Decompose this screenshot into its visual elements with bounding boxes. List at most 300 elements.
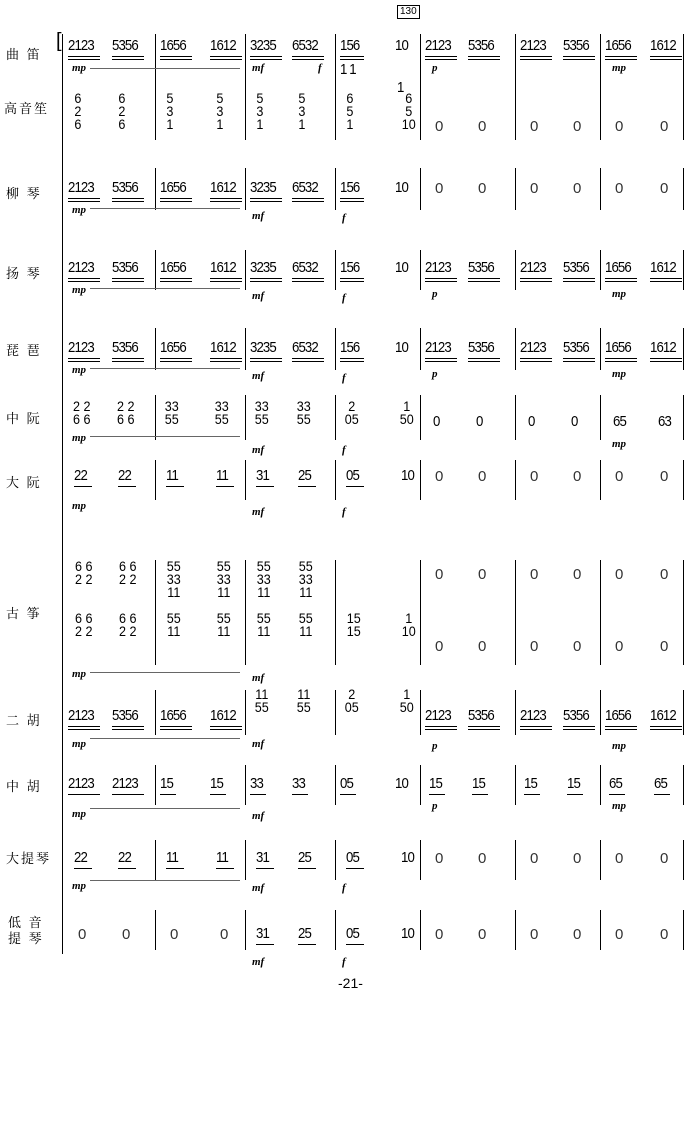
beam-line [160, 198, 192, 199]
beam-line [68, 59, 100, 60]
barline [515, 765, 516, 805]
beam-line [605, 726, 637, 727]
yangqin-a-note: 10 [395, 259, 408, 276]
dynamic-mf: mf [252, 882, 265, 894]
beam-line [650, 358, 682, 359]
liuqin-rest: 0 [478, 180, 487, 197]
pipa-b-note: 5356 [563, 339, 589, 356]
qudi-a-note: 1612 [210, 37, 236, 54]
qudi-b-note: 5356 [468, 37, 494, 54]
beam-line [210, 729, 242, 730]
hairpin [90, 208, 240, 209]
zheng-lower: 55 11 [298, 610, 313, 639]
liuqin-rest: 0 [530, 180, 539, 197]
barline [420, 168, 421, 210]
daruan-rest: 0 [435, 468, 444, 485]
beam-line [468, 729, 500, 730]
zheng-lower: 55 11 [166, 610, 181, 639]
datiqin-rest: 0 [660, 850, 669, 867]
dynamic-f: f [342, 292, 346, 304]
qudi-b-note: 5356 [563, 37, 589, 54]
beam-line [292, 794, 308, 795]
zhongruan-chord: 33 55 [254, 398, 269, 427]
zhongruan-chord: 33 55 [296, 398, 311, 427]
beam-line [520, 56, 552, 57]
beam-line [216, 868, 234, 869]
instrument-label-pipa: 琵 琶 [6, 343, 42, 358]
zheng-rest: 0 [435, 566, 444, 583]
erhu-note: 5356 [112, 707, 138, 724]
diyin-note: 31 [256, 925, 269, 942]
zhonghu-note: 33 [250, 775, 263, 792]
barline [245, 250, 246, 290]
zhongruan-note: 0 [528, 413, 535, 430]
beam-line [340, 56, 364, 57]
daruan-note: 11 [166, 467, 178, 484]
beam-line [210, 59, 242, 60]
qudi-a-note: 10 [395, 37, 408, 54]
beam-line [340, 794, 356, 795]
beam-line [250, 794, 266, 795]
beam-line [298, 486, 316, 487]
diyin-rest: 0 [220, 926, 229, 943]
barline [245, 328, 246, 370]
pipa-a-note: 2123 [68, 339, 94, 356]
barline [683, 250, 684, 290]
barline [155, 34, 156, 140]
barline [155, 395, 156, 440]
datiqin-note: 11 [216, 849, 228, 866]
beam-line [112, 198, 144, 199]
dynamic-f: f [342, 444, 346, 456]
dynamic-mf: mf [252, 62, 265, 74]
barline [515, 250, 516, 290]
beam-line [160, 726, 192, 727]
beam-line [118, 486, 136, 487]
yangqin-b-note: 2123 [425, 259, 451, 276]
barline [420, 560, 421, 665]
erhu-chord: 11 55 [296, 686, 311, 715]
yangqin-a-note: 1612 [210, 259, 236, 276]
beam-line [563, 278, 595, 279]
bracket: [ [56, 30, 62, 52]
beam-line [650, 361, 682, 362]
barline [683, 328, 684, 370]
dynamic-mp: mp [612, 62, 627, 74]
beam-line [425, 729, 457, 730]
daruan-note: 22 [118, 467, 131, 484]
beam-line [250, 56, 282, 57]
daruan-rest: 0 [615, 468, 624, 485]
beam-line [160, 278, 192, 279]
barline [155, 690, 156, 735]
erhu-note: 1656 [160, 707, 186, 724]
daruan-rest: 0 [573, 468, 582, 485]
erhu-b-note: 1656 [605, 707, 631, 724]
barline [335, 560, 336, 665]
barline [683, 840, 684, 880]
dynamic-f: f [318, 62, 322, 74]
sheng-rest: 0 [573, 118, 582, 135]
zhongruan-note: 0 [476, 413, 483, 430]
erhu-chord: 2 05 [344, 686, 359, 715]
dynamic-f: f [342, 506, 346, 518]
dynamic-mp: mp [72, 62, 87, 74]
pipa-b-note: 2123 [520, 339, 546, 356]
dynamic-mf: mf [252, 738, 265, 750]
instrument-label-diyin_1: 低 音 [8, 915, 44, 930]
beam-line [68, 56, 100, 57]
barline [515, 395, 516, 440]
beam-line [340, 201, 364, 202]
instrument-label-datiqin: 大提琴 [6, 851, 52, 866]
pipa-a-note: 3235 [250, 339, 276, 356]
beam-line [520, 361, 552, 362]
beam-line [563, 729, 595, 730]
daruan-note: 22 [74, 467, 87, 484]
barline [335, 840, 336, 880]
barline [683, 910, 684, 950]
beam-line [605, 358, 637, 359]
barline [600, 168, 601, 210]
dynamic-mp: mp [72, 880, 87, 892]
beam-line [654, 794, 670, 795]
beam-line [112, 201, 144, 202]
beam-line [160, 358, 192, 359]
qudi-a-note: 5356 [112, 37, 138, 54]
daruan-note: 10 [401, 467, 414, 484]
beam-line [468, 726, 500, 727]
instrument-label-gaoyinsheng: 高音笙 [4, 101, 50, 116]
barline [155, 765, 156, 805]
barline [515, 560, 516, 665]
beam-line [472, 794, 488, 795]
beam-line [520, 281, 552, 282]
beam-line [563, 56, 595, 57]
zhonghu-note: 2123 [112, 775, 138, 792]
barline [245, 910, 246, 950]
beam-line [524, 794, 540, 795]
diyin-rest: 0 [78, 926, 87, 943]
beam-line [112, 729, 144, 730]
barline [155, 250, 156, 290]
hairpin [90, 368, 240, 369]
barline [600, 840, 601, 880]
sheng-rest: 0 [530, 118, 539, 135]
barline [515, 168, 516, 210]
beam-line [425, 59, 457, 60]
qudi-note: 1 1 [340, 61, 356, 78]
qudi-a-note: 3235 [250, 37, 276, 54]
diyin-rest: 0 [660, 926, 669, 943]
dynamic-mp: mp [612, 438, 627, 450]
beam-line [567, 794, 583, 795]
yangqin-a-note: 5356 [112, 259, 138, 276]
dynamic-f: f [342, 956, 346, 968]
sheng-chord: 5 3 1 [298, 90, 306, 132]
daruan-rest: 0 [660, 468, 669, 485]
barline [420, 690, 421, 735]
zheng-rest: 0 [530, 638, 539, 655]
barline [515, 34, 516, 140]
barline [683, 395, 684, 440]
barline [245, 690, 246, 735]
page-number: -21- [338, 975, 363, 991]
dynamic-mp: mp [72, 668, 87, 680]
diyin-rest: 0 [435, 926, 444, 943]
beam-line [292, 281, 324, 282]
beam-line [650, 59, 682, 60]
pipa-a-note: 10 [395, 339, 408, 356]
zhongruan-chord: 2 2 6 6 [72, 398, 91, 427]
beam-line [429, 794, 445, 795]
beam-line [346, 868, 364, 869]
beam-line [605, 361, 637, 362]
daruan-note: 25 [298, 467, 311, 484]
barline [420, 328, 421, 370]
beam-line [250, 198, 282, 199]
hairpin [90, 672, 240, 673]
dynamic-mf: mf [252, 672, 265, 684]
beam-line [74, 486, 92, 487]
beam-line [468, 278, 500, 279]
zheng-rest: 0 [435, 638, 444, 655]
barline [600, 328, 601, 370]
beam-line [166, 486, 184, 487]
beam-line [250, 201, 282, 202]
zhongruan-chord: 2 2 6 6 [116, 398, 135, 427]
beam-line [292, 278, 324, 279]
qudi-b-note: 2123 [425, 37, 451, 54]
daruan-note: 31 [256, 467, 269, 484]
yangqin-a-note: 6532 [292, 259, 318, 276]
beam-line [250, 361, 282, 362]
beam-line [160, 201, 192, 202]
hairpin [90, 436, 240, 437]
sheng-chord: 6 2 6 [74, 90, 82, 132]
barline [515, 840, 516, 880]
qudi-b-note: 2123 [520, 37, 546, 54]
barline [245, 765, 246, 805]
hairpin [90, 808, 240, 809]
zheng-upper: 6 6 2 2 [118, 558, 137, 587]
dynamic-p: p [432, 288, 438, 300]
zhonghu-note: 15 [524, 775, 537, 792]
dynamic-mf: mf [252, 290, 265, 302]
system-line [62, 34, 63, 954]
liuqin-rest: 0 [573, 180, 582, 197]
diyin-rest: 0 [478, 926, 487, 943]
zhongruan-note: 63 [658, 413, 671, 430]
barline [155, 910, 156, 950]
barline [155, 328, 156, 370]
liuqin-rest: 0 [660, 180, 669, 197]
zheng-rest: 0 [660, 638, 669, 655]
dynamic-mf: mf [252, 444, 265, 456]
beam-line [340, 358, 364, 359]
zheng-upper: 6 6 2 2 [74, 558, 93, 587]
beam-line [112, 726, 144, 727]
beam-line [340, 198, 364, 199]
beam-line [210, 278, 242, 279]
barline [420, 460, 421, 500]
beam-line [292, 358, 324, 359]
zheng-lower: 15 15 [346, 610, 361, 639]
datiqin-rest: 0 [435, 850, 444, 867]
barline [155, 840, 156, 880]
beam-line [160, 729, 192, 730]
dynamic-mp: mp [72, 432, 87, 444]
zheng-upper: 55 33 11 [216, 558, 231, 600]
barline [600, 910, 601, 950]
beam-line [160, 56, 192, 57]
zhongruan-note: 65 [613, 413, 626, 430]
beam-line [210, 56, 242, 57]
erhu-chord: 1 50 [399, 686, 414, 715]
barline [335, 690, 336, 735]
beam-line [216, 486, 234, 487]
liuqin-note: 156 [340, 179, 360, 196]
barline [420, 250, 421, 290]
beam-line [292, 201, 324, 202]
pipa-b-note: 1656 [605, 339, 631, 356]
liuqin-rest: 0 [435, 180, 444, 197]
liuqin-note: 1612 [210, 179, 236, 196]
beam-line [210, 361, 242, 362]
pipa-b-note: 2123 [425, 339, 451, 356]
zhonghu-note: 2123 [68, 775, 94, 792]
beam-line [605, 729, 637, 730]
barline [245, 34, 246, 140]
beam-line [250, 358, 282, 359]
datiqin-rest: 0 [478, 850, 487, 867]
beam-line [112, 794, 144, 795]
barline [683, 690, 684, 735]
barline [335, 34, 336, 140]
qudi-a-note: 2123 [68, 37, 94, 54]
beam-line [256, 868, 274, 869]
diyin-rest: 0 [573, 926, 582, 943]
zhonghu-note: 15 [210, 775, 223, 792]
yangqin-b-note: 1612 [650, 259, 676, 276]
zheng-rest: 0 [573, 566, 582, 583]
datiqin-note: 11 [166, 849, 178, 866]
datiqin-note: 10 [401, 849, 414, 866]
instrument-label-zhongruan: 中 阮 [6, 411, 42, 426]
beam-line [160, 361, 192, 362]
beam-line [298, 868, 316, 869]
beam-line [68, 278, 100, 279]
zhongruan-chord: 33 55 [164, 398, 179, 427]
dynamic-mp: mp [612, 288, 627, 300]
barline [600, 395, 601, 440]
beam-line [210, 726, 242, 727]
beam-line [68, 729, 100, 730]
pipa-a-note: 1656 [160, 339, 186, 356]
instrument-label-qudi: 曲 笛 [6, 47, 42, 62]
beam-line [340, 281, 364, 282]
hairpin [90, 288, 240, 289]
beam-line [292, 56, 324, 57]
barline [245, 840, 246, 880]
erhu-b-note: 2123 [520, 707, 546, 724]
barline [245, 560, 246, 665]
dynamic-mp: mp [612, 800, 627, 812]
beam-line [68, 198, 100, 199]
yangqin-b-note: 5356 [468, 259, 494, 276]
barline [335, 765, 336, 805]
beam-line [298, 944, 316, 945]
beam-line [605, 278, 637, 279]
zhongruan-chord: 33 55 [214, 398, 229, 427]
barline [335, 250, 336, 290]
barline [515, 910, 516, 950]
datiqin-note: 22 [118, 849, 131, 866]
datiqin-note: 05 [346, 849, 359, 866]
beam-line [74, 868, 92, 869]
beam-line [425, 281, 457, 282]
zheng-rest: 0 [615, 566, 624, 583]
beam-line [425, 361, 457, 362]
dynamic-mf: mf [252, 810, 265, 822]
dynamic-mp: mp [72, 738, 87, 750]
pipa-b-note: 1612 [650, 339, 676, 356]
beam-line [605, 59, 637, 60]
dynamic-f: f [342, 882, 346, 894]
beam-line [563, 358, 595, 359]
qudi-b-note: 1612 [650, 37, 676, 54]
sheng-rest: 0 [615, 118, 624, 135]
beam-line [68, 361, 100, 362]
yangqin-a-note: 2123 [68, 259, 94, 276]
erhu-b-note: 5356 [563, 707, 589, 724]
barline [420, 765, 421, 805]
yangqin-a-note: 1656 [160, 259, 186, 276]
dynamic-mp: mp [72, 204, 87, 216]
beam-line [605, 281, 637, 282]
barline [683, 460, 684, 500]
datiqin-rest: 0 [530, 850, 539, 867]
beam-line [210, 281, 242, 282]
instrument-label-erhu: 二 胡 [6, 713, 42, 728]
barline [335, 328, 336, 370]
beam-line [650, 278, 682, 279]
zhonghu-note: 33 [292, 775, 305, 792]
zhonghu-note: 10 [395, 775, 408, 792]
beam-line [112, 278, 144, 279]
beam-line [112, 361, 144, 362]
beam-line [250, 59, 282, 60]
yangqin-a-note: 156 [340, 259, 360, 276]
beam-line [340, 59, 364, 60]
zheng-lower: 1 10 [401, 610, 416, 639]
barline [155, 560, 156, 665]
dynamic-mf: mf [252, 956, 265, 968]
barline [245, 168, 246, 210]
beam-line [68, 726, 100, 727]
barline [600, 690, 601, 735]
beam-line [650, 726, 682, 727]
zheng-lower: 6 6 2 2 [118, 610, 137, 639]
beam-line [520, 358, 552, 359]
barline [515, 690, 516, 735]
hairpin [90, 68, 240, 69]
barline [420, 910, 421, 950]
zheng-upper: 55 33 11 [166, 558, 181, 600]
dynamic-mp: mp [72, 808, 87, 820]
beam-line [650, 281, 682, 282]
zheng-lower: 55 11 [216, 610, 231, 639]
